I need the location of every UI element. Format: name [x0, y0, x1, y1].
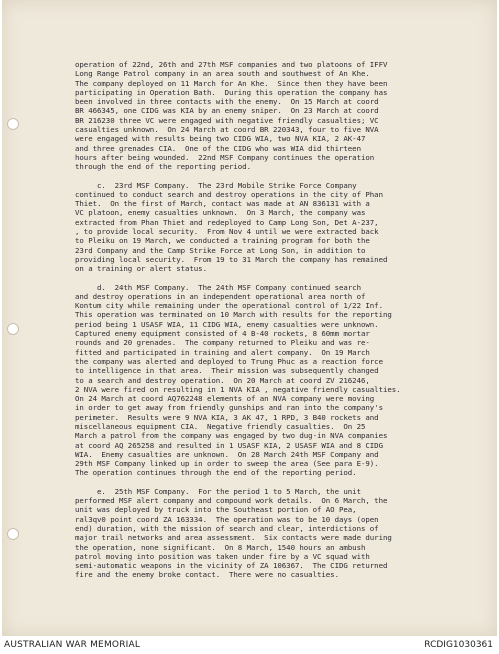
text-line: participating in Operation Bath. During this operation the company has — [75, 87, 388, 97]
paragraph-intro — [75, 60, 477, 172]
text-line: miscellaneous equipment CIA. Negative friendly casualties. On 25 — [75, 421, 366, 431]
text-line: patrol moving into position was taken under fire by a VC squad with — [75, 551, 370, 561]
punch-hole — [7, 528, 19, 540]
text-line: extracted from Phan Thiet and redeployed to Camp Long Son, Det A-237, — [75, 217, 379, 227]
text-line: March a patrol from the company was engaged by two dug-in NVA companies — [75, 431, 388, 441]
text-line: the operation, none significant. On 8 March, 1540 hours an ambush — [75, 542, 366, 552]
text-line: semi-automatic weapons in the vicinity of ZA 106367. The CIDG returned — [75, 561, 388, 571]
text-line: casualties unknown. On 24 March at coord BR 220343, four to five NVA — [75, 125, 379, 135]
text-line: and destroy operations in an independent operational area north of — [75, 291, 366, 301]
text-line: been involved in three contacts with the enemy. On 15 March at coord — [75, 97, 379, 107]
text-line: The company deployed on 11 March for An Khe. Since then they have been — [75, 78, 388, 88]
document-body — [75, 60, 477, 589]
paragraph-23rd-msf — [75, 181, 477, 274]
text-line: 29th MSF Company linked up in order to sweep the area (See para E-9). — [75, 459, 379, 469]
text-line: operation of 22nd, 26th and 27th MSF companies and two platoons of IFFV — [75, 60, 388, 69]
text-line: d. 24th MSF Company. The 24th MSF Company continued search — [75, 282, 361, 292]
text-line: e. 25th MSF Company. For the period 1 to 5 March, the unit — [75, 486, 361, 496]
text-line: 2 NVA were fired on resulting in 1 NVA KIA , negative friendly casualties. — [75, 384, 401, 394]
text-line: in order to get away from friendly gunships and ran into the company's — [75, 403, 383, 413]
paragraph-25th-msf — [75, 487, 477, 580]
archive-footer — [0, 636, 499, 654]
text-line: at coord AQ 265258 and resulted in 1 USASF KIA, 2 USASF WIA and 8 CIDG — [75, 440, 383, 450]
text-line: major trail networks and area assessment. Six contacts were made during — [75, 533, 392, 543]
text-line: Thiet. On the first of March, contact was made at AN 836131 with a — [75, 199, 370, 209]
text-line: performed MSF alert company and compound work details. On 6 March, the — [75, 496, 388, 506]
archive-name: AUSTRALIAN WAR MEMORIAL — [4, 640, 141, 650]
text-line: and three grenades CIA. One of the CIDG who was WIA did thirteen — [75, 143, 361, 153]
text-line: BR 216230 three VC were engaged with negative friendly casualties; VC — [75, 115, 379, 125]
text-line: rounds and 20 grenades. The company returned to Pleiku and was re- — [75, 338, 370, 348]
text-line: unit was deployed by truck into the Southeast portion of AO Pea, — [75, 505, 357, 515]
text-line: perimeter. Results were 9 NVA KIA, 3 AK 47, 1 RPD, 3 B40 rockets and — [75, 412, 379, 422]
text-line: On 24 March at coord AQ762248 elements of an NVA company were moving — [75, 394, 375, 404]
text-line: were engaged with results being two CIDG WIA, two NVA KIA, 2 AK-47 — [75, 134, 366, 144]
text-line: continued to conduct search and destroy operations in the city of Phan — [75, 189, 383, 199]
text-line: to Pleiku on 19 March, we conducted a training program for both the — [75, 236, 370, 246]
text-line: through the end of the reporting period. — [75, 162, 251, 172]
text-line: BR 466345, one CIDG was KIA by an enemy sniper. On 23 March at coord — [75, 106, 379, 116]
text-line: providing local security. From 19 to 31 March the company has remained — [75, 254, 388, 264]
text-line: VC platoon, enemy casualties unknown. On 3 March, the company was — [75, 208, 366, 218]
text-line: hours after being wounded. 22nd MSF Company continues the operation — [75, 152, 375, 162]
text-line: WIA. Enemy casualties are unknown. On 28 March 24th MSF Company and — [75, 449, 379, 459]
document-id: RCDIG1030361 — [424, 640, 493, 650]
text-line: Long Range Patrol company in an area south and southwest of An Khe. — [75, 69, 370, 79]
punch-hole — [7, 323, 19, 335]
text-line: Captured enemy equipment consisted of 4 B-40 rockets, 8 60mm mortar — [75, 329, 370, 339]
text-line: end) duration, with the mission of search and clear, interdictions of — [75, 523, 379, 533]
text-line: period being 1 USASF WIA, 11 CIDG WIA, enemy casualties were unknown. — [75, 319, 379, 329]
text-line: ral3qv0 point coord ZA 163334. The operation was to be 10 days (open — [75, 514, 379, 524]
punch-hole — [7, 118, 19, 130]
document-page — [2, 0, 497, 636]
text-line: to a search and destroy operation. On 20 March at coord ZV 216246, — [75, 375, 370, 385]
text-line: the company was alerted and deployed to Trung Phuc as a reaction force — [75, 356, 383, 366]
text-line: 23rd Company and the Camp Strike Force at Long Son, in addition to — [75, 245, 366, 255]
paragraph-24th-msf — [75, 283, 477, 478]
text-line: c. 23rd MSF Company. The 23rd Mobile Strike Force Company — [75, 180, 357, 190]
text-line: , to provide local security. From Nov 4 until we were extracted back — [75, 227, 379, 237]
text-line: The operation continues through the end of the reporting period. — [75, 468, 357, 478]
text-line: fitted and participated in training and alert company. On 19 March — [75, 347, 370, 357]
text-line: on a training or alert status. — [75, 264, 207, 274]
text-line: to intelligence in that area. Their mission was subsequently changed — [75, 366, 379, 376]
text-line: Kontum city while remaining under the operational control of 1/22 Inf. — [75, 301, 383, 311]
text-line: This operation was terminated on 10 March with results for the reporting — [75, 310, 392, 320]
text-line: fire and the enemy broke contact. There were no casualties. — [75, 570, 339, 580]
